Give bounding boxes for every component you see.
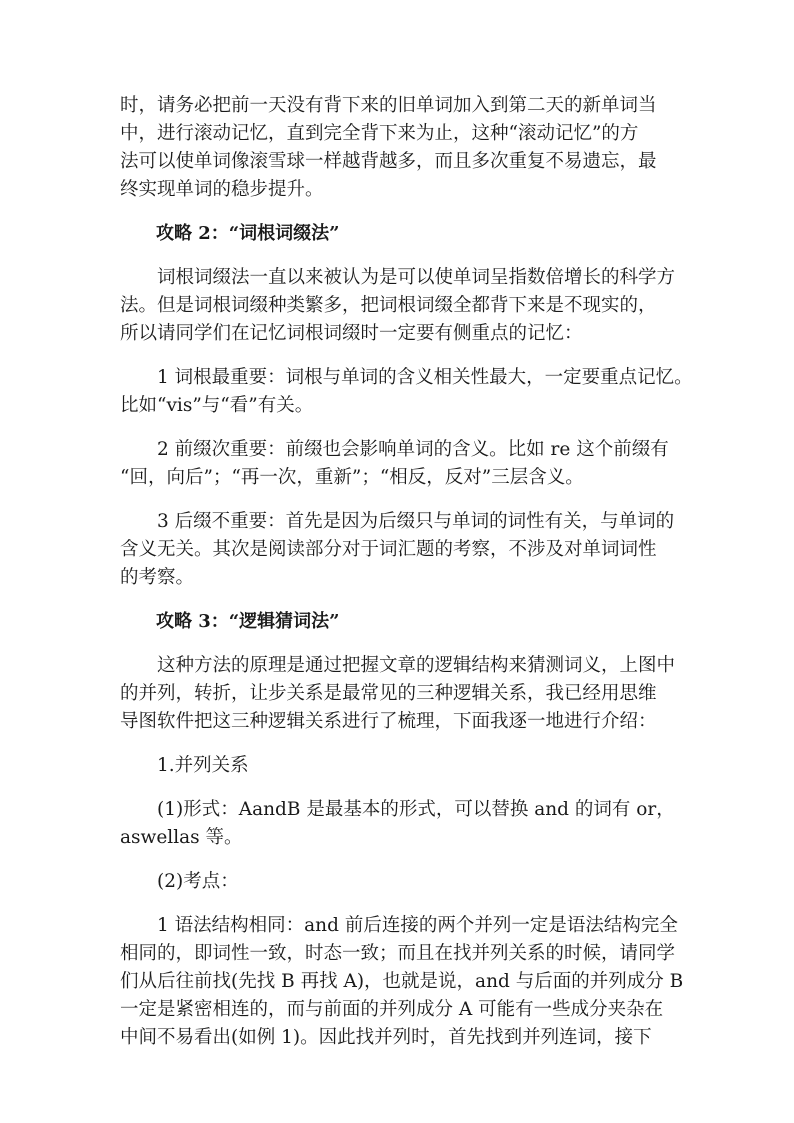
text-line: 的并列，转折，让步关系是最常见的三种逻辑关系，我已经用思维 — [120, 683, 657, 704]
text-line: 们从后往前找(先找 B 再找 A)，也就是说，and 与后面的并列成分 B — [120, 971, 684, 992]
section-heading: 攻略 2：“词根词缀法” — [156, 223, 340, 244]
paragraph — [120, 92, 680, 204]
text-line: 法可以使单词像滚雪球一样越背越多，而且多次重复不易遗忘，最 — [120, 151, 657, 172]
text-line: 比如“vis”与“看”有关。 — [120, 395, 314, 416]
paragraph — [120, 436, 680, 492]
text-line: 中间不易看出(如例 1)。因此找并列时，首先找到并列连词，接下 — [120, 1027, 652, 1048]
text-line: 相同的，即词性一致，时态一致；而且在找并列关系的时候，请同学 — [120, 943, 676, 964]
paragraph — [120, 508, 680, 592]
text-line: 1.并列关系 — [157, 755, 249, 776]
text-line: 词根词缀法一直以来被认为是可以使单词呈指数倍增长的科学方 — [157, 267, 676, 288]
paragraph — [120, 264, 680, 348]
text-line: 一定是紧密相连的，而与前面的并列成分 A 可能有一些成分夹杂在 — [120, 999, 664, 1020]
text-line: 2 前缀次重要：前缀也会影响单词的含义。比如 re 这个前缀有 — [157, 439, 669, 460]
text-line: aswellas 等。 — [120, 827, 243, 848]
section-heading: 攻略 3：“逻辑猜词法” — [156, 611, 340, 632]
text-line: 导图软件把这三种逻辑关系进行了梳理，下面我逐一地进行介绍： — [120, 711, 657, 732]
text-line: (2)考点： — [157, 871, 239, 892]
text-line: 所以请同学们在记忆词根词缀时一定要有侧重点的记忆： — [120, 323, 583, 344]
paragraph — [120, 752, 680, 780]
text-line: 法。但是词根词缀种类繁多，把词根词缀全都背下来是不现实的， — [120, 295, 657, 316]
paragraph — [120, 364, 693, 420]
text-line: 含义无关。其次是阅读部分对于词汇题的考察，不涉及对单词词性 — [120, 539, 657, 560]
text-line: 时，请务必把前一天没有背下来的旧单词加入到第二天的新单词当 — [120, 95, 657, 116]
paragraph — [120, 652, 680, 736]
text-line: 这种方法的原理是通过把握文章的逻辑结构来猜测词义，上图中 — [157, 655, 676, 676]
text-line: 终实现单词的稳步提升。 — [120, 179, 324, 200]
text-line: 3 后缀不重要：首先是因为后缀只与单词的词性有关，与单词的 — [157, 511, 675, 532]
text-line: 1 语法结构相同：and 前后连接的两个并列一定是语法结构完全 — [157, 915, 678, 936]
document-body — [120, 92, 693, 1068]
text-line: (1)形式：AandB 是最基本的形式，可以替换 and 的词有 or， — [157, 799, 675, 820]
paragraph — [120, 912, 684, 1052]
paragraph — [120, 796, 680, 852]
text-line: 1 词根最重要：词根与单词的含义相关性最大，一定要重点记忆。 — [157, 367, 693, 388]
paragraph — [120, 868, 680, 896]
text-line: “回，向后”；“再一次，重新”；“相反，反对”三层含义。 — [120, 467, 584, 488]
text-line: 的考察。 — [120, 567, 195, 588]
text-line: 中，进行滚动记忆，直到完全背下来为止，这种“滚动记忆”的方 — [120, 123, 639, 144]
